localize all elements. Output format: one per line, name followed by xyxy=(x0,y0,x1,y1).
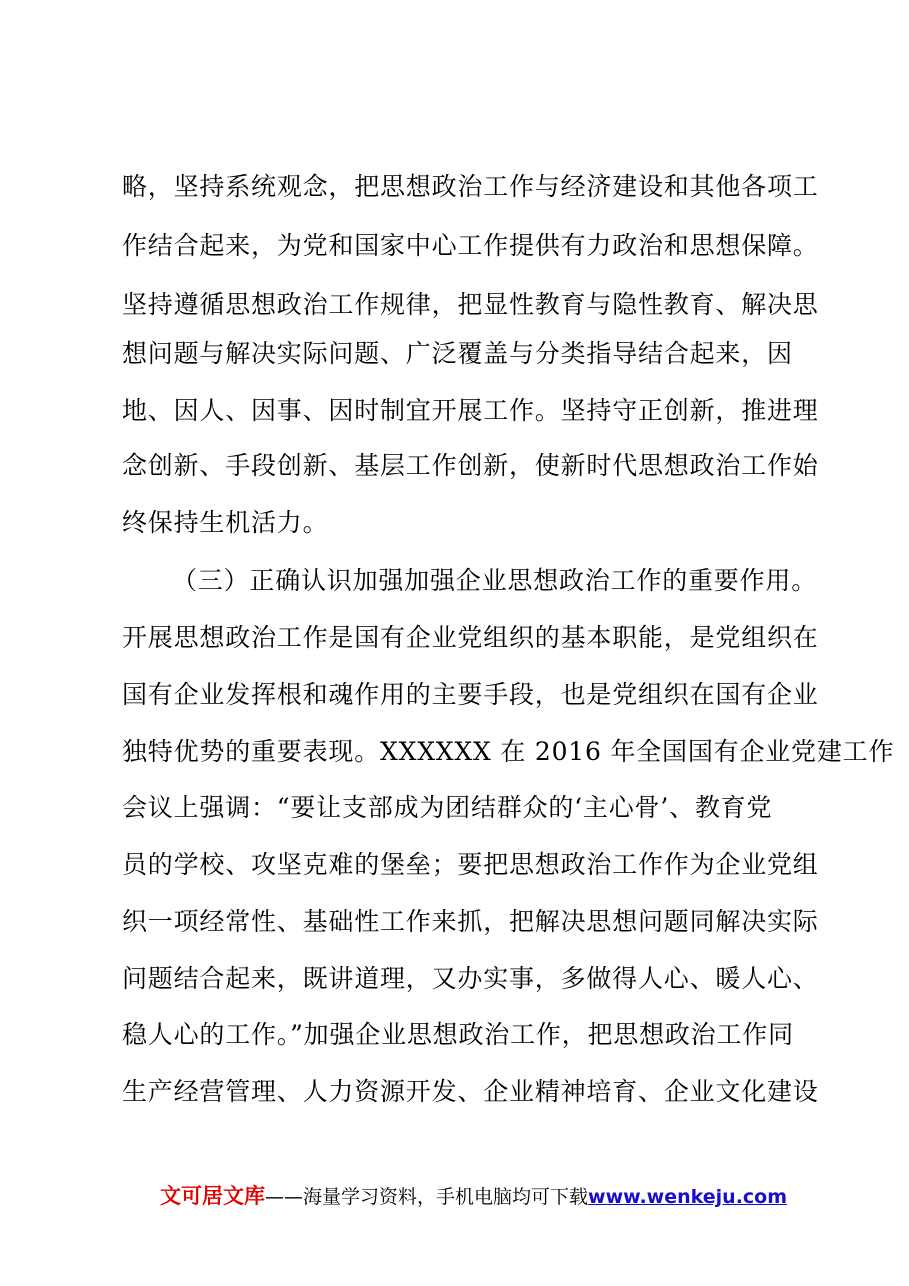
body-line: 终保持生机活力。 xyxy=(122,508,329,537)
body-line: 略，坚持系统观念，把思想政治工作与经济建设和其他各项工 xyxy=(122,172,819,201)
body-line: 坚持遵循思想政治工作规律，把显性教育与隐性教育、解决思 xyxy=(122,290,819,319)
body-line: 国有企业发挥根和魂作用的主要手段，也是党组织在国有企业 xyxy=(122,680,819,709)
body-line: 稳人心的工作。”加强企业思想政治工作，把思想政治工作同 xyxy=(122,1020,794,1049)
body-line: 念创新、手段创新、基层工作创新，使新时代思想政治工作始 xyxy=(122,451,819,480)
body-line: 织一项经常性、基础性工作来抓，把解决思想问题同解决实际 xyxy=(122,907,819,936)
footer-banner xyxy=(160,1183,787,1210)
footer-brand: 文可居文库 xyxy=(160,1184,265,1208)
section-heading: （三）正确认识加强加强企业思想政治工作的重要作用。 xyxy=(172,566,818,595)
footer-url-link[interactable]: www.wenkeju.com xyxy=(588,1186,788,1208)
body-line: 会议上强调：“要让支部成为团结群众的‘主心骨’、教育党 xyxy=(122,793,773,822)
footer-tagline: ——海量学习资料，手机电脑均可下载 xyxy=(265,1186,589,1208)
body-line: 开展思想政治工作是国有企业党组织的基本职能，是党组织在 xyxy=(122,623,819,652)
body-line: 员的学校、攻坚克难的堡垒；要把思想政治工作作为企业党组 xyxy=(122,850,819,879)
body-line: 作结合起来，为党和国家中心工作提供有力政治和思想保障。 xyxy=(122,231,819,260)
body-line: 独特优势的重要表现。XXXXXX 在 2016 年全国国有企业党建工作 xyxy=(122,737,895,766)
body-line: 地、因人、因事、因时制宜开展工作。坚持守正创新，推进理 xyxy=(122,396,819,425)
body-line: 生产经营管理、人力资源开发、企业精神培育、企业文化建设 xyxy=(122,1077,819,1106)
body-line: 想问题与解决实际问题、广泛覆盖与分类指导结合起来，因 xyxy=(122,339,793,368)
body-line: 问题结合起来，既讲道理，又办实事，多做得人心、暖人心、 xyxy=(122,964,819,993)
